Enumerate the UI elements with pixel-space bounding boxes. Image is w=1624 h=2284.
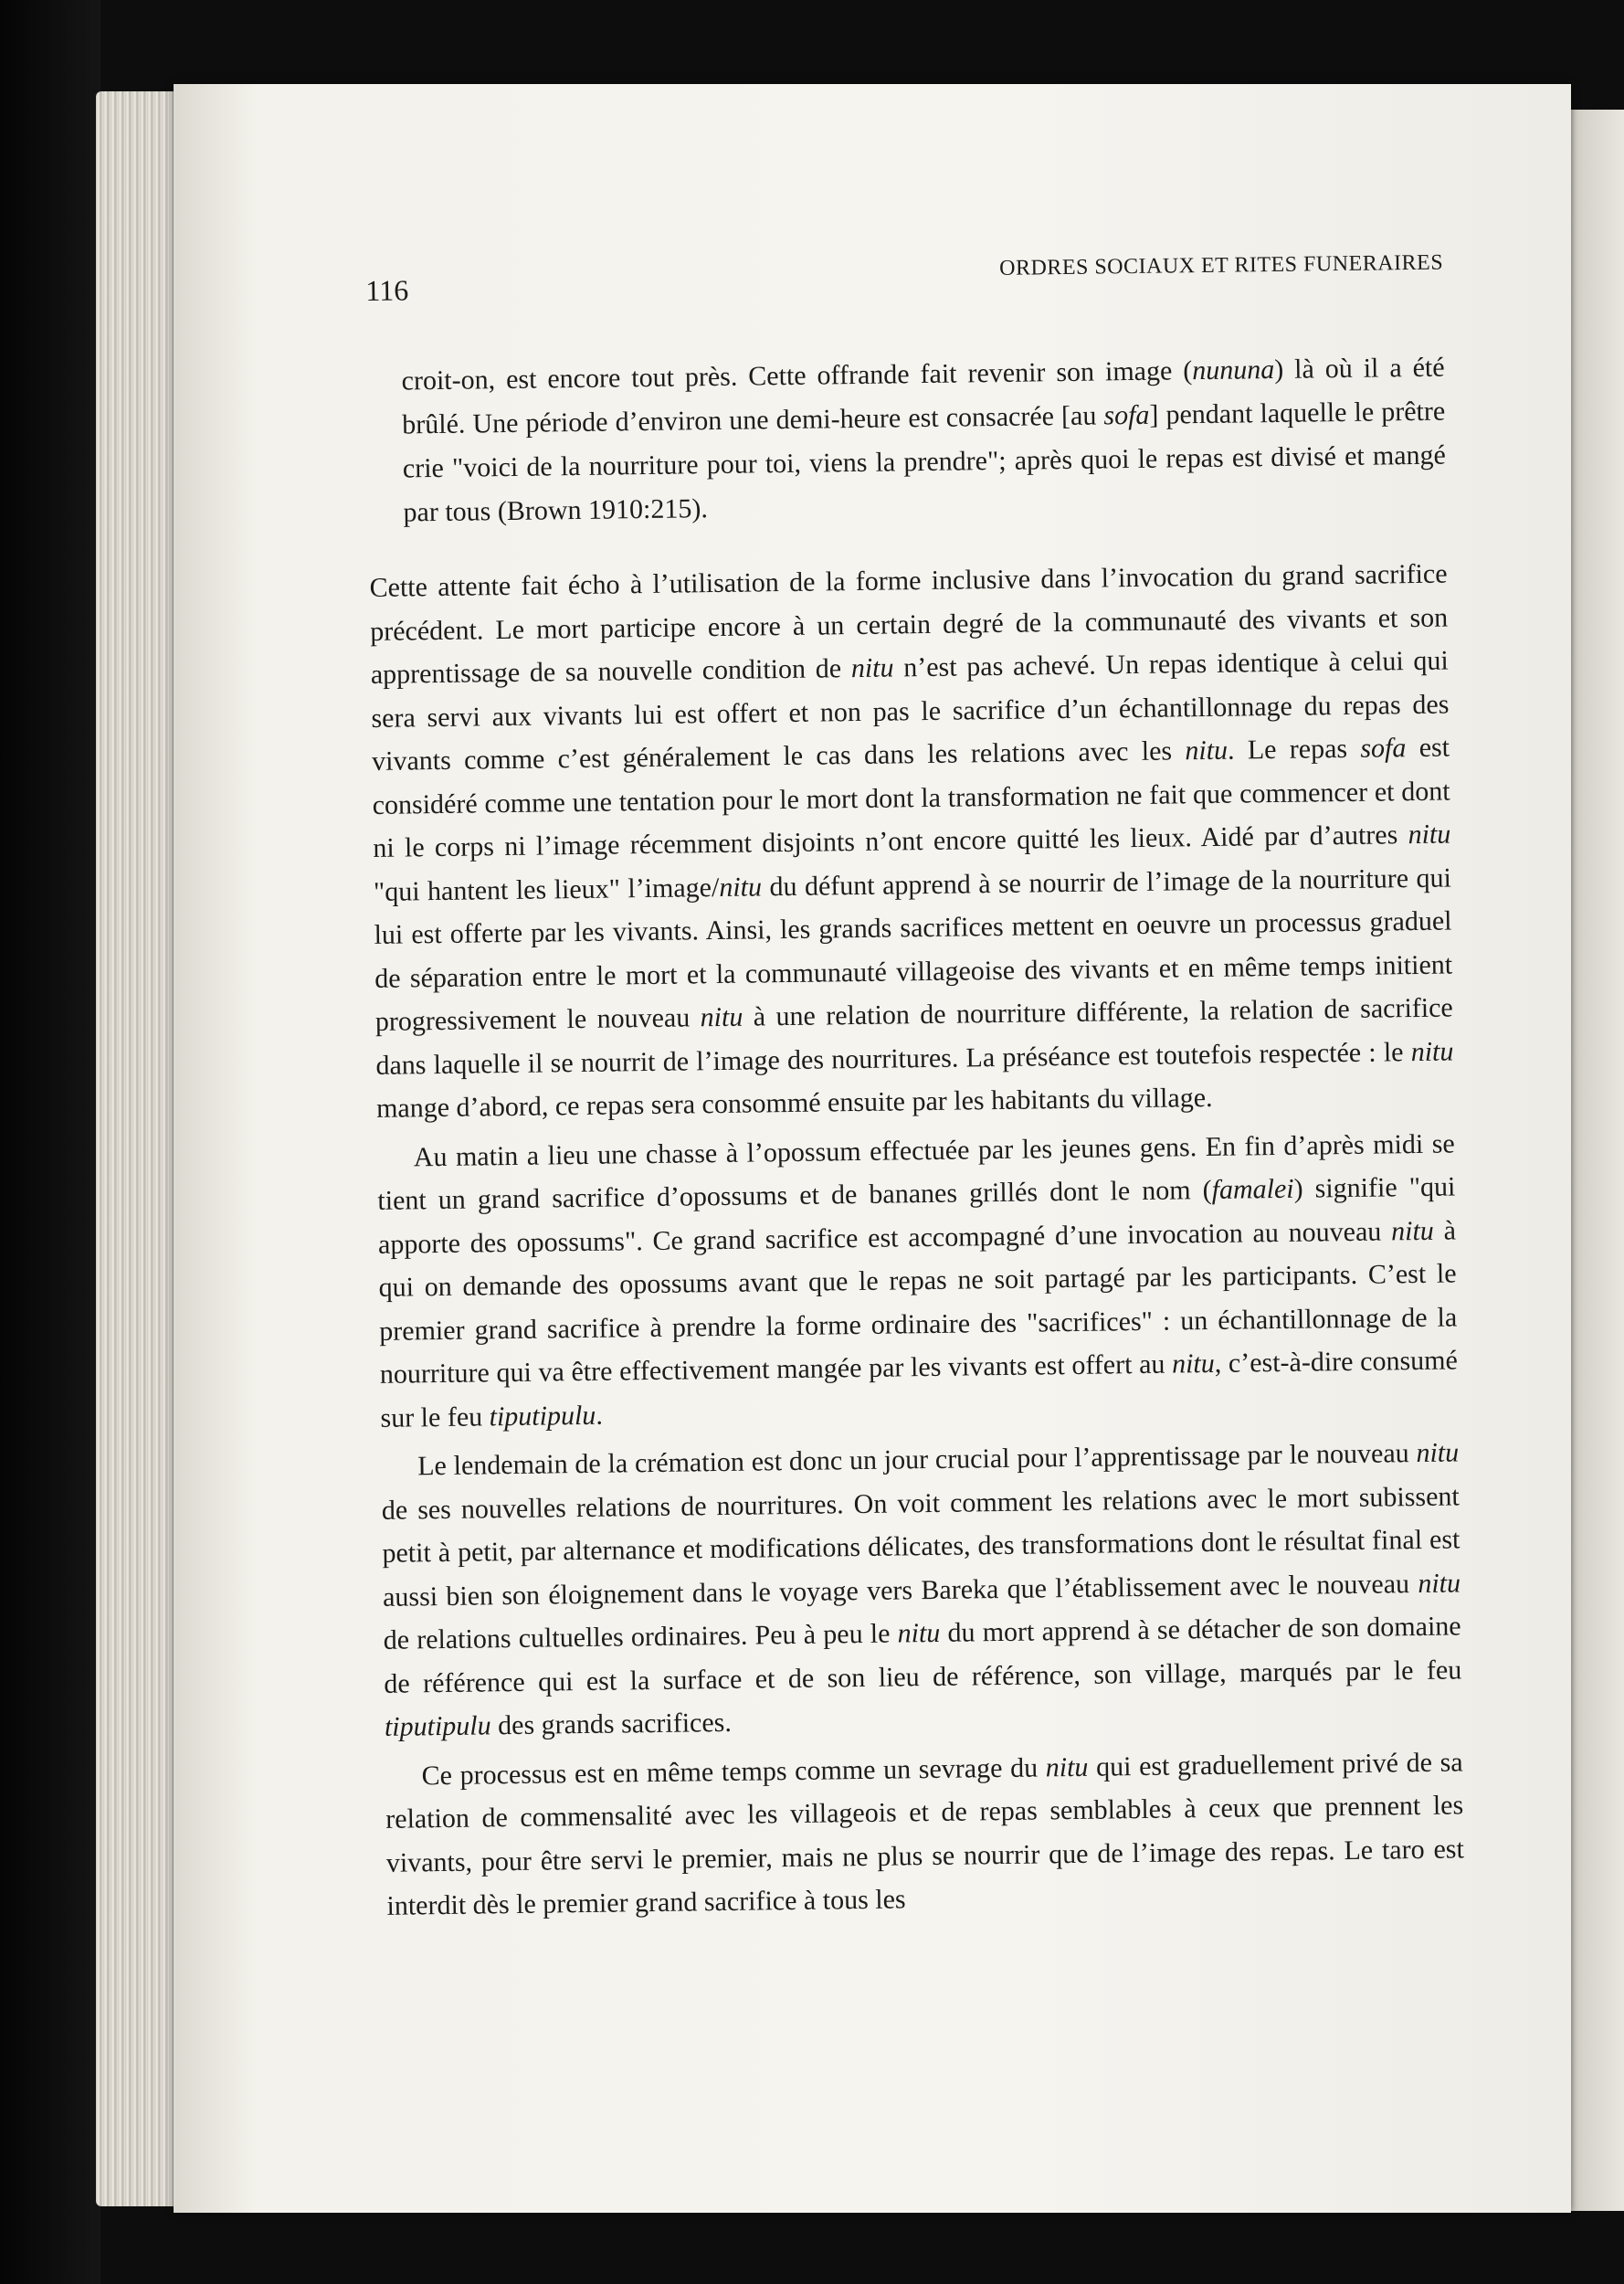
term: tiputipulu: [384, 1710, 491, 1742]
text: ) signifie "qui apporte des opossums". Ce grand sacrifice est accompagné d’une invocation au nouveau: [377, 1171, 1456, 1260]
paragraph-3: [381, 1431, 1462, 1749]
quote-term: sofa: [1103, 399, 1150, 431]
term: nitu: [897, 1617, 941, 1649]
text: Ce processus est en même temps comme un sevrage du: [421, 1751, 1046, 1791]
term: nitu: [1171, 1348, 1215, 1380]
text: à une relation de nourriture différente, la relation de sacrifice dans laquelle il se nourrit de l’image des nourritures. La préséance est toutefois respectée : le: [375, 992, 1453, 1081]
quote-text: ] pendant laquelle le prêtre crie "voici de la nourriture pour toi, viens la prendre"; après quoi le repas est divisé et mangé par tous (Brown 1910:215).: [402, 396, 1447, 528]
text: du mort apprend à se détacher de son domaine de référence qui est la surface et de son lieu de référence, son village, marqués par le feu: [384, 1611, 1462, 1699]
text: n’est pas achevé. Un repas identique à celui qui sera servi aux vivants lui est offert et non pas le sacrifice d’un échantillonnage du repas des vivants comme c’est généralement le cas dans les relations avec les: [371, 645, 1450, 777]
quote-text: ) là où il a été brûlé. Une période d’environ une demi-heure est consacrée [au: [402, 352, 1445, 440]
text: mange d’abord, ce repas sera consommé ensuite par les habitants du village.: [375, 1082, 1213, 1124]
term: nitu: [700, 1001, 743, 1033]
term: nitu: [1410, 1035, 1454, 1067]
text: à qui on demande des opossums avant que le repas ne soit partagé par les participants. C’est le premier grand sacrifice à prendre la forme ordinaire des "sacrifices" : un échantillonnage de la nourriture qui va être effectivement mangée par les vivants est offert au: [378, 1214, 1458, 1390]
text: de ses nouvelles relations de nourritures. On voit comment les relations avec le mort subissent petit à petit, par alternance et modifications délicates, des transformations dont le résultat final est aussi bien son éloignement dans le voyage vers Bareka que l’établissement avec le nouveau: [381, 1480, 1461, 1613]
term: nitu: [1185, 735, 1229, 767]
paragraph-1: [369, 553, 1454, 1131]
text: qui est graduellement privé de sa relation de commensalité avec les villageois et de repas semblables à ceux que prennent les vivants, pour être servi le premier, mais ne plus se nourrir que de l’image des repas. Le taro est interdit dès le premier grand sacrifice à tous les: [385, 1746, 1465, 1921]
text: .: [596, 1400, 604, 1431]
text: Le lendemain de la crémation est donc un jour crucial pour l’apprentissage par le nouveau: [417, 1438, 1417, 1482]
term: nitu: [1408, 819, 1451, 851]
term: nitu: [719, 871, 763, 903]
chapter-title: ORDRES SOCIAUX ET RITES FUNERAIRES: [999, 250, 1444, 280]
term: nitu: [1390, 1215, 1435, 1246]
page-number: 116: [365, 273, 409, 307]
text: Au matin a lieu une chasse à l’opossum effectuée par les jeunes gens. En fin d’après midi se tient un grand sacrifice d’opossums et de bananes grillés dont le nom (: [377, 1127, 1455, 1216]
paragraph-2: [376, 1122, 1458, 1440]
paragraph-4: [385, 1740, 1464, 1928]
term: tiputipulu: [489, 1400, 596, 1432]
text: . Le repas: [1227, 733, 1361, 766]
quote-term: nununa: [1192, 354, 1275, 386]
term: nitu: [1416, 1437, 1460, 1469]
text: Cette attente fait écho à l’utilisation de la forme inclusive dans l’invocation du grand sacrifice précédent. Le mort participe encore à un certain degré de la communauté des vivants et son apprentissage de sa nouvelle condition de: [369, 558, 1449, 690]
term: nitu: [1045, 1751, 1089, 1782]
quote-text: croit-on, est encore tout près. Cette offrande fait revenir son image (: [401, 355, 1193, 397]
block-quote: [401, 346, 1446, 535]
term: sofa: [1360, 733, 1407, 764]
text: des grands sacrifices.: [490, 1707, 733, 1741]
adjacent-page-edge: [1569, 110, 1624, 2211]
term: nitu: [1418, 1567, 1461, 1599]
text: de relations cultuelles ordinaires. Peu à peu le: [383, 1618, 898, 1655]
text: , c’est-à-dire consumé sur le feu: [380, 1345, 1459, 1433]
text: du défunt apprend à se nourrir de l’image de la nourriture qui lui est offerte par les vivants. Ainsi, les grands sacrifices mettent en oeuvre un processus graduel de séparation entre le mort et la communauté villageoise des vivants et en même temps initient progressivement le nouveau: [374, 862, 1453, 1037]
term: famalei: [1211, 1173, 1294, 1205]
scanner-background: [0, 0, 100, 2284]
text: "qui hantent les lieux" l’image/: [373, 872, 720, 907]
text: est considéré comme une tentation pour le mort dont la transformation ne fait que commencer et dont ni le corps ni l’image récemment disjoints n’ont encore quitté les lieux. Aidé par d’autres: [372, 732, 1450, 863]
term: nitu: [850, 652, 894, 684]
page-content: [365, 251, 1465, 1934]
